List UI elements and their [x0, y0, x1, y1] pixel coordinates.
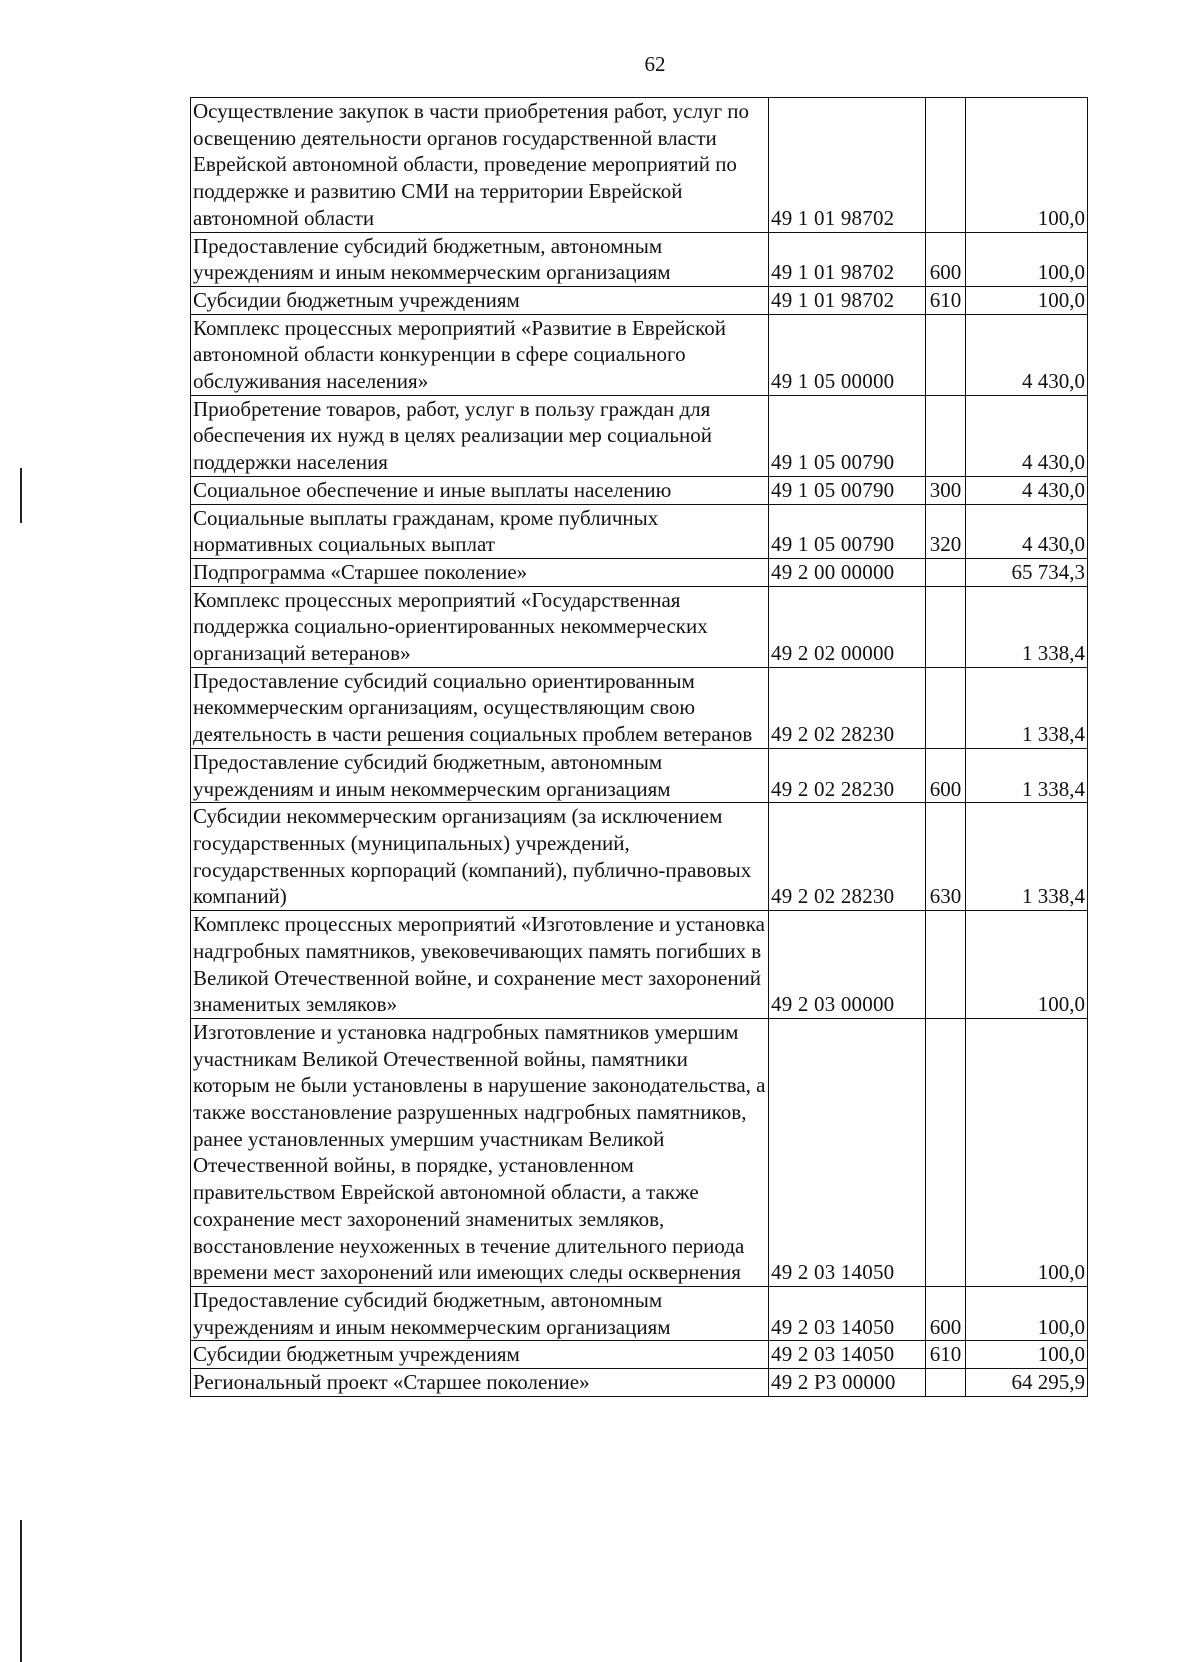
- row-type: [926, 558, 966, 586]
- row-type: 600: [926, 748, 966, 802]
- row-type: [926, 586, 966, 667]
- row-amount: 4 430,0: [966, 395, 1088, 476]
- row-amount: 100,0: [966, 286, 1088, 314]
- row-amount: 4 430,0: [966, 504, 1088, 558]
- table-row: [191, 504, 1088, 558]
- row-type: 300: [926, 476, 966, 504]
- row-code: 49 2 02 28230: [769, 748, 926, 802]
- row-name: Субсидии некоммерческим организациям (за исключением государственных (муниципальных) учреждений, государственных корпораций (компаний), публично-правовых компаний): [191, 803, 769, 911]
- row-name: Субсидии бюджетным учреждениям: [191, 1341, 769, 1369]
- row-name: Комплекс процессных мероприятий «Государственная поддержка социально-ориентированных некоммерческих организаций ветеранов»: [191, 586, 769, 667]
- row-type: 600: [926, 1286, 966, 1340]
- row-code: 49 2 02 00000: [769, 586, 926, 667]
- row-name: Предоставление субсидий бюджетным, автономным учреждениям и иным некоммерческим организациям: [191, 232, 769, 286]
- row-code: 49 1 05 00790: [769, 476, 926, 504]
- row-amount: 1 338,4: [966, 803, 1088, 911]
- table-row: [191, 98, 1088, 233]
- row-name: Приобретение товаров, работ, услуг в пользу граждан для обеспечения их нужд в целях реализации мер социальной поддержки населения: [191, 395, 769, 476]
- row-code: 49 1 01 98702: [769, 232, 926, 286]
- row-amount: 100,0: [966, 1286, 1088, 1340]
- row-type: 600: [926, 232, 966, 286]
- row-name: Региональный проект «Старшее поколение»: [191, 1369, 769, 1397]
- row-amount: 100,0: [966, 1341, 1088, 1369]
- row-code: 49 2 03 14050: [769, 1341, 926, 1369]
- row-code: 49 2 Р3 00000: [769, 1369, 926, 1397]
- table-row: [191, 558, 1088, 586]
- row-name: Осуществление закупок в части приобретения работ, услуг по освещению деятельности органов государственной власти Еврейской автономной области, проведение мероприятий по поддержке и развитию СМИ на территории Еврейской автономной области: [191, 98, 769, 233]
- row-amount: 65 734,3: [966, 558, 1088, 586]
- row-name: Социальное обеспечение и иные выплаты населению: [191, 476, 769, 504]
- table-row: [191, 1341, 1088, 1369]
- row-amount: 64 295,9: [966, 1369, 1088, 1397]
- table-row: [191, 1018, 1088, 1286]
- row-amount: 100,0: [966, 1018, 1088, 1286]
- row-code: 49 1 05 00790: [769, 504, 926, 558]
- row-name: Комплекс процессных мероприятий «Изготовление и установка надгробных памятников, увековечивающих память погибших в Великой Отечественной войне, и сохранение мест захоронений знаменитых земляков»: [191, 911, 769, 1019]
- table-row: [191, 667, 1088, 748]
- row-name: Предоставление субсидий бюджетным, автономным учреждениям и иным некоммерческим организациям: [191, 1286, 769, 1340]
- row-amount: 4 430,0: [966, 476, 1088, 504]
- row-name: Изготовление и установка надгробных памятников умершим участникам Великой Отечественной войны, памятники которым не были установлены в нарушение законодательства, а также восстановление разрушенных надгробных памятников, ранее установленных умершим участникам Великой Отечественной войны, в порядке, установленном правительством Еврейской автономной области, а также сохранение мест захоронений знаменитых земляков, восстановление неухоженных в течение длительного периода времени мест захоронений или имеющих следы осквернения: [191, 1018, 769, 1286]
- row-code: 49 2 03 00000: [769, 911, 926, 1019]
- row-code: 49 1 01 98702: [769, 286, 926, 314]
- row-type: [926, 1369, 966, 1397]
- table-row: [191, 286, 1088, 314]
- row-type: [926, 98, 966, 233]
- row-type: [926, 1018, 966, 1286]
- row-amount: 1 338,4: [966, 667, 1088, 748]
- row-type: 320: [926, 504, 966, 558]
- table-row: [191, 1286, 1088, 1340]
- row-code: 49 1 05 00790: [769, 395, 926, 476]
- row-name: Комплекс процессных мероприятий «Развитие в Еврейской автономной области конкуренции в сфере социального обслуживания населения»: [191, 314, 769, 395]
- row-code: 49 2 03 14050: [769, 1286, 926, 1340]
- table-row: [191, 395, 1088, 476]
- row-type: [926, 395, 966, 476]
- row-name: Подпрограмма «Старшее поколение»: [191, 558, 769, 586]
- row-name: Социальные выплаты гражданам, кроме публичных нормативных социальных выплат: [191, 504, 769, 558]
- row-amount: 1 338,4: [966, 748, 1088, 802]
- row-type: [926, 667, 966, 748]
- table-row: [191, 314, 1088, 395]
- table-row: [191, 748, 1088, 802]
- table-row: [191, 1369, 1088, 1397]
- table-row: [191, 586, 1088, 667]
- row-name: Предоставление субсидий бюджетным, автономным учреждениям и иным некоммерческим организациям: [191, 748, 769, 802]
- row-code: 49 1 01 98702: [769, 98, 926, 233]
- page-number: 62: [644, 52, 666, 76]
- row-code: 49 1 05 00000: [769, 314, 926, 395]
- row-amount: 100,0: [966, 911, 1088, 1019]
- row-amount: 1 338,4: [966, 586, 1088, 667]
- row-amount: 4 430,0: [966, 314, 1088, 395]
- table-row: [191, 911, 1088, 1019]
- row-code: 49 2 02 28230: [769, 667, 926, 748]
- row-type: 610: [926, 286, 966, 314]
- table-row: [191, 803, 1088, 911]
- row-amount: 100,0: [966, 232, 1088, 286]
- row-type: [926, 911, 966, 1019]
- table-row: [191, 476, 1088, 504]
- row-name: Предоставление субсидий социально ориентированным некоммерческим организациям, осуществляющим свою деятельность в части решения социальных проблем ветеранов: [191, 667, 769, 748]
- margin-line: [20, 1520, 22, 1662]
- row-amount: 100,0: [966, 98, 1088, 233]
- row-name: Субсидии бюджетным учреждениям: [191, 286, 769, 314]
- row-type: 630: [926, 803, 966, 911]
- margin-line: [20, 468, 22, 523]
- row-type: [926, 314, 966, 395]
- table-row: [191, 232, 1088, 286]
- row-code: 49 2 02 28230: [769, 803, 926, 911]
- row-type: 610: [926, 1341, 966, 1369]
- row-code: 49 2 00 00000: [769, 558, 926, 586]
- row-code: 49 2 03 14050: [769, 1018, 926, 1286]
- budget-table: [190, 97, 1088, 1397]
